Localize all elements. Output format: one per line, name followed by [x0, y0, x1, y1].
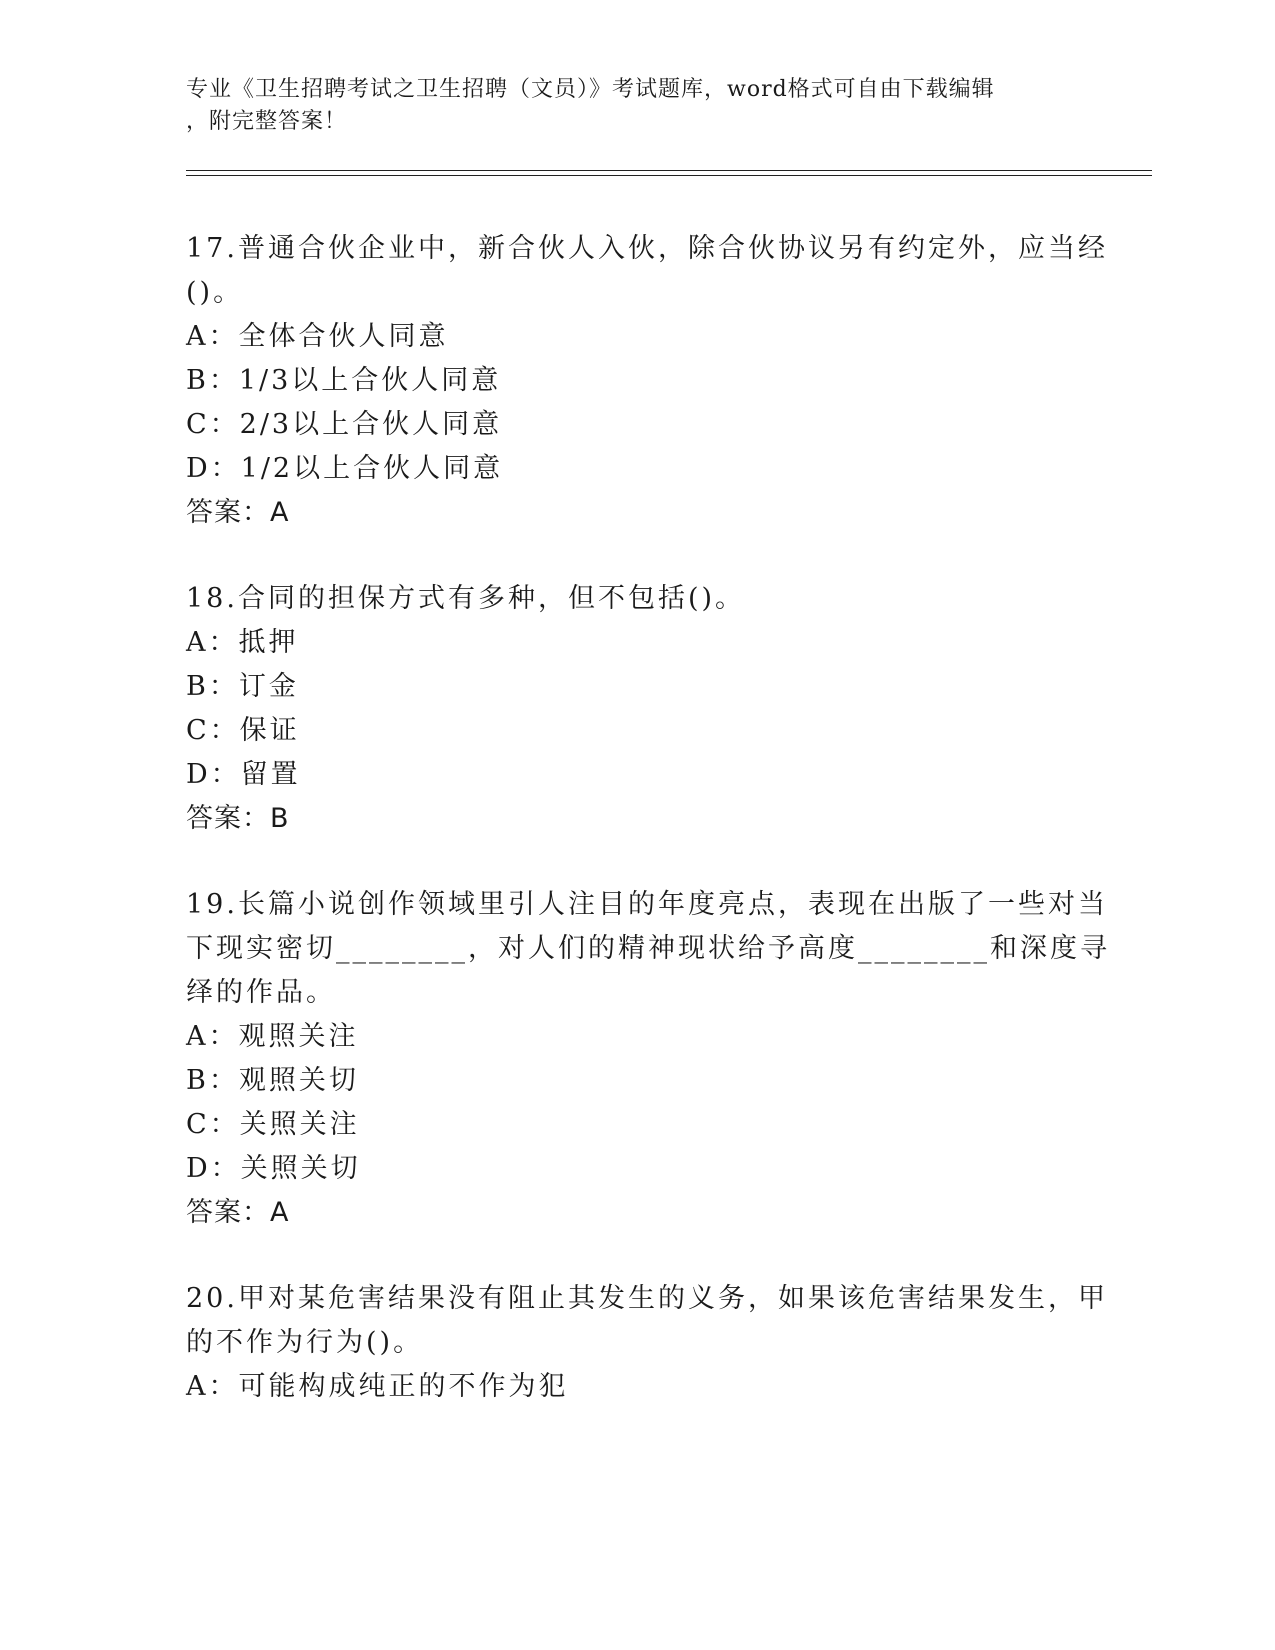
- question-17-answer: 答案：A: [186, 497, 290, 528]
- question-18-option-b: B：订金: [186, 671, 299, 702]
- question-20-option-a: A：可能构成纯正的不作为犯: [186, 1371, 569, 1402]
- header-line-2: ，附完整答案！: [186, 109, 348, 134]
- question-18-option-c: C：保证: [186, 715, 300, 746]
- question-19-answer: 答案：A: [186, 1197, 290, 1228]
- header-divider-bottom: [186, 175, 1152, 176]
- question-19-option-a: A：观照关注: [186, 1021, 359, 1052]
- question-20-text-line-2: 的不作为行为()。: [186, 1327, 424, 1358]
- question-18-option-a: A：抵押: [186, 627, 299, 658]
- question-17-option-d: D：1/2以上合伙人同意: [186, 453, 504, 484]
- question-20-text-line-1: 20.甲对某危害结果没有阻止其发生的义务，如果该危害结果发生，甲: [186, 1283, 1108, 1314]
- header-line-1: 专业《卫生招聘考试之卫生招聘（文员）》考试题库，word格式可自由下载编辑: [186, 77, 995, 102]
- question-18-text-line-1: 18.合同的担保方式有多种，但不包括()。: [186, 583, 746, 614]
- question-19-option-c: C：关照关注: [186, 1109, 360, 1140]
- question-19-text-line-1: 19.长篇小说创作领域里引人注目的年度亮点，表现在出版了一些对当: [186, 889, 1108, 920]
- question-19-text-line-2: 下现实密切________，对人们的精神现状给予高度________和深度寻: [186, 933, 1110, 964]
- header-divider-top: [186, 170, 1152, 171]
- question-17-text-line-1: 17.普通合伙企业中，新合伙人入伙，除合伙协议另有约定外，应当经: [186, 233, 1108, 264]
- question-19-option-b: B：观照关切: [186, 1065, 359, 1096]
- question-17-option-a: A：全体合伙人同意: [186, 321, 449, 352]
- question-17-text-line-2: ()。: [186, 277, 244, 308]
- question-18-option-d: D：留置: [186, 759, 301, 790]
- question-19-text-line-3: 绎的作品。: [186, 977, 336, 1008]
- question-18-answer: 答案：B: [186, 803, 290, 834]
- question-17-option-c: C：2/3以上合伙人同意: [186, 409, 503, 440]
- document-header: [186, 74, 1066, 138]
- question-19-option-d: D：关照关切: [186, 1153, 361, 1184]
- question-17-option-b: B：1/3以上合伙人同意: [186, 365, 502, 396]
